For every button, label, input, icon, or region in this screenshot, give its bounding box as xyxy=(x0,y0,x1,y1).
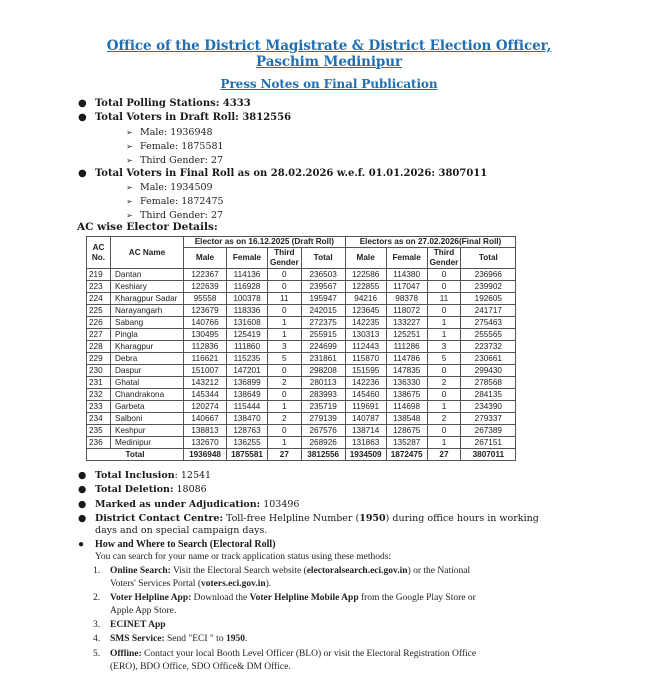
table-row xyxy=(87,365,516,377)
arrow-bullet-icon: ➢ xyxy=(126,211,133,220)
draft-female-cell: 115444 xyxy=(227,401,268,413)
final-female xyxy=(126,195,224,208)
total-label: Total xyxy=(87,449,184,461)
final-male xyxy=(126,181,213,194)
value: 1875581 xyxy=(181,141,224,152)
final-third-cell: 0 xyxy=(427,389,461,401)
draft-third-gender xyxy=(126,154,223,167)
total-final-female: 1872475 xyxy=(386,449,427,461)
total-draft-third: 27 xyxy=(268,449,302,461)
item-number: 3. xyxy=(93,620,101,630)
label: Female: xyxy=(140,196,179,207)
helpline-number: 1950 xyxy=(359,513,386,524)
search-intro: You can search for your name or track application status using these methods: xyxy=(95,552,392,562)
table-row xyxy=(87,269,516,281)
arrow-bullet-icon: ➢ xyxy=(126,128,133,137)
group-final-roll: Electors as on 27.02.2026(Final Roll) xyxy=(345,237,516,248)
ac-name-cell: Daspur xyxy=(111,365,184,377)
draft-male-cell: 130495 xyxy=(184,329,227,341)
final-male-cell: 130313 xyxy=(345,329,386,341)
final-roll-label: Total Voters in Final Roll as on 28.02.2026 w.e.f. 01.01.2026: xyxy=(95,168,436,179)
bullet-icon: ● xyxy=(78,499,87,510)
draft-female-cell: 118336 xyxy=(227,305,268,317)
draft-total-cell: 272375 xyxy=(301,317,345,329)
final-male-cell: 112443 xyxy=(345,341,386,353)
polling-stations-label: Total Polling Stations: xyxy=(95,98,220,109)
contact-text: Toll-free Helpline Number ( xyxy=(222,513,360,524)
ac-no-cell: 224 xyxy=(87,293,111,305)
table-row xyxy=(87,329,516,341)
final-third-cell: 0 xyxy=(427,425,461,437)
final-male-cell: 140787 xyxy=(345,413,386,425)
total-draft-female: 1875581 xyxy=(227,449,268,461)
draft-total-cell: 279139 xyxy=(301,413,345,425)
ac-no-cell: 226 xyxy=(87,317,111,329)
final-male-cell: 142235 xyxy=(345,317,386,329)
table-row xyxy=(87,413,516,425)
draft-female-cell: 100378 xyxy=(227,293,268,305)
col-draft-third: Third Gender xyxy=(268,248,302,269)
method-text: . xyxy=(244,634,248,644)
contact-text: ) during office hours in working xyxy=(385,513,539,524)
final-male-cell: 122586 xyxy=(345,269,386,281)
final-total-cell: 241717 xyxy=(461,305,516,317)
draft-male-cell: 112836 xyxy=(184,341,227,353)
col-final-female: Female xyxy=(386,248,427,269)
table-row xyxy=(87,305,516,317)
final-total-cell: 192605 xyxy=(461,293,516,305)
ac-name-cell: Keshiary xyxy=(111,281,184,293)
arrow-bullet-icon: ➢ xyxy=(126,183,133,192)
table-row xyxy=(87,317,516,329)
draft-third-cell: 0 xyxy=(268,425,302,437)
item-number: 2. xyxy=(93,593,101,603)
ac-name-cell: Medinipur xyxy=(111,437,184,449)
col-final-total: Total xyxy=(461,248,516,269)
final-male-cell: 122855 xyxy=(345,281,386,293)
method-text: ). xyxy=(265,579,272,589)
draft-female-cell: 116928 xyxy=(227,281,268,293)
col-final-third: Third Gender xyxy=(427,248,461,269)
final-male-cell: 115870 xyxy=(345,353,386,365)
final-total-cell: 279337 xyxy=(461,413,516,425)
office-title-line2: Paschim Medinipur xyxy=(256,54,402,70)
table-row xyxy=(87,425,516,437)
bullet-icon: ● xyxy=(78,98,87,109)
draft-total-cell: 242015 xyxy=(301,305,345,317)
label: Male: xyxy=(140,127,168,138)
draft-male-cell: 95558 xyxy=(184,293,227,305)
method-label: Online Search: xyxy=(110,566,171,576)
method-text: ) or the National xyxy=(407,566,471,576)
ac-no-cell: 229 xyxy=(87,353,111,365)
draft-total-cell: 224699 xyxy=(301,341,345,353)
polling-stations-value: 4333 xyxy=(222,98,251,109)
total-final-third: 27 xyxy=(427,449,461,461)
value: 27 xyxy=(210,155,224,166)
col-final-male: Male xyxy=(345,248,386,269)
draft-third-cell: 0 xyxy=(268,389,302,401)
final-third-cell: 2 xyxy=(427,413,461,425)
ac-no-cell: 231 xyxy=(87,377,111,389)
final-third-cell: 1 xyxy=(427,401,461,413)
arrow-bullet-icon: ➢ xyxy=(126,197,133,206)
final-third-cell: 1 xyxy=(427,329,461,341)
final-total-cell: 230661 xyxy=(461,353,516,365)
col-draft-female: Female xyxy=(227,248,268,269)
final-male-cell: 123645 xyxy=(345,305,386,317)
total-final-total: 3807011 xyxy=(461,449,516,461)
final-third-cell: 0 xyxy=(427,281,461,293)
draft-third-cell: 3 xyxy=(268,341,302,353)
draft-total-cell: 280113 xyxy=(301,377,345,389)
bullet-icon: ● xyxy=(78,539,85,550)
final-total-cell: 284135 xyxy=(461,389,516,401)
col-ac-no: AC No. xyxy=(87,237,111,269)
method-label: ECINET App xyxy=(110,620,166,630)
ac-name-cell: Debra xyxy=(111,353,184,365)
total-row xyxy=(87,449,516,461)
draft-total-cell: 298208 xyxy=(301,365,345,377)
method-text: (ERO), BDO Office, SDO Office& DM Office. xyxy=(110,662,291,672)
draft-male-cell: 122639 xyxy=(184,281,227,293)
ac-name-cell: Keshpur xyxy=(111,425,184,437)
draft-total-cell: 239567 xyxy=(301,281,345,293)
draft-total-cell: 231861 xyxy=(301,353,345,365)
method-text: from the Google Play Store or xyxy=(358,593,476,603)
ac-no-cell: 233 xyxy=(87,401,111,413)
draft-total-cell: 236503 xyxy=(301,269,345,281)
draft-female-cell: 138470 xyxy=(227,413,268,425)
table-row xyxy=(87,401,516,413)
final-total-cell: 239902 xyxy=(461,281,516,293)
final-total-cell: 223732 xyxy=(461,341,516,353)
value: 1934509 xyxy=(170,182,213,193)
method-text: Apple App Store. xyxy=(110,606,177,616)
final-total-cell: 236966 xyxy=(461,269,516,281)
ac-no-cell: 228 xyxy=(87,341,111,353)
total-draft-total: 3812556 xyxy=(301,449,345,461)
draft-male-cell: 140766 xyxy=(184,317,227,329)
table-body xyxy=(87,269,516,449)
voters-portal-link[interactable]: voters.eci.gov.in xyxy=(200,579,266,589)
final-female-cell: 125251 xyxy=(386,329,427,341)
press-note-subtitle: Press Notes on Final Publication xyxy=(220,77,438,91)
draft-total-cell: 235719 xyxy=(301,401,345,413)
ac-no-cell: 219 xyxy=(87,269,111,281)
final-total-cell: 267389 xyxy=(461,425,516,437)
draft-male-cell: 138813 xyxy=(184,425,227,437)
app-name: Voter Helpline Mobile App xyxy=(249,593,359,603)
ac-name-cell: Narayangarh xyxy=(111,305,184,317)
table-row xyxy=(87,437,516,449)
method-text: Contact your local Booth Level Officer (BLO) or visit the Electoral Registration Office xyxy=(141,649,477,659)
total-final-male: 1934509 xyxy=(345,449,386,461)
table-row xyxy=(87,281,516,293)
final-female-cell: 114380 xyxy=(386,269,427,281)
ac-no-cell: 223 xyxy=(87,281,111,293)
draft-female-cell: 114136 xyxy=(227,269,268,281)
draft-male-cell: 116621 xyxy=(184,353,227,365)
final-female-cell: 138675 xyxy=(386,389,427,401)
draft-male-cell: 140667 xyxy=(184,413,227,425)
ac-no-cell: 235 xyxy=(87,425,111,437)
contact-line2: days and on special campaign days. xyxy=(95,525,268,536)
draft-male-cell: 132670 xyxy=(184,437,227,449)
final-male-cell: 119691 xyxy=(345,401,386,413)
value: 1872475 xyxy=(181,196,224,207)
draft-male-cell: 123679 xyxy=(184,305,227,317)
draft-male-cell: 120274 xyxy=(184,401,227,413)
draft-third-cell: 2 xyxy=(268,377,302,389)
table-row xyxy=(87,377,516,389)
final-male-cell: 131863 xyxy=(345,437,386,449)
col-draft-male: Male xyxy=(184,248,227,269)
inclusion-label: Total Inclusion xyxy=(95,470,175,481)
final-female-cell: 98378 xyxy=(386,293,427,305)
table-row xyxy=(87,389,516,401)
draft-third-cell: 0 xyxy=(268,365,302,377)
final-female-cell: 136330 xyxy=(386,377,427,389)
final-female-cell: 118072 xyxy=(386,305,427,317)
draft-male-cell: 122367 xyxy=(184,269,227,281)
final-female-cell: 135287 xyxy=(386,437,427,449)
sms-number: 1950 xyxy=(225,634,245,644)
final-total-cell: 255565 xyxy=(461,329,516,341)
draft-third-cell: 0 xyxy=(268,281,302,293)
draft-total-cell: 255915 xyxy=(301,329,345,341)
draft-third-cell: 1 xyxy=(268,401,302,413)
final-total-cell: 267151 xyxy=(461,437,516,449)
electoral-search-link[interactable]: electoralsearch.eci.gov.in xyxy=(306,566,408,576)
draft-female-cell: 125419 xyxy=(227,329,268,341)
draft-total-cell: 195947 xyxy=(301,293,345,305)
final-third-cell: 0 xyxy=(427,305,461,317)
method-label: Voter Helpline App: xyxy=(110,593,192,603)
final-male-cell: 151595 xyxy=(345,365,386,377)
ac-name-cell: Ghatal xyxy=(111,377,184,389)
method-text: Send "ECI " to xyxy=(164,634,226,644)
deletion-label: Total Deletion: xyxy=(95,484,174,495)
draft-third-cell: 0 xyxy=(268,305,302,317)
ac-name-cell: Sabang xyxy=(111,317,184,329)
ac-no-cell: 232 xyxy=(87,389,111,401)
deletion-value: 18086 xyxy=(173,484,207,495)
draft-male-cell: 151007 xyxy=(184,365,227,377)
label: Male: xyxy=(140,182,168,193)
final-third-cell: 1 xyxy=(427,317,461,329)
draft-roll-label: Total Voters in Draft Roll: xyxy=(95,112,239,123)
item-number: 5. xyxy=(93,649,101,659)
bullet-icon: ● xyxy=(78,484,87,495)
search-title: How and Where to Search (Electoral Roll) xyxy=(95,539,276,550)
label: Third Gender: xyxy=(140,155,208,166)
table-row xyxy=(87,293,516,305)
label: Female: xyxy=(140,141,179,152)
group-draft-roll: Elector as on 16.12.2025 (Draft Roll) xyxy=(184,237,346,248)
table-row xyxy=(87,353,516,365)
draft-total-cell: 267576 xyxy=(301,425,345,437)
final-third-cell: 0 xyxy=(427,269,461,281)
final-total-cell: 299430 xyxy=(461,365,516,377)
method-text: Voters' Services Portal ( xyxy=(110,579,201,589)
final-male-cell: 142236 xyxy=(345,377,386,389)
final-third-cell: 2 xyxy=(427,377,461,389)
draft-male xyxy=(126,126,213,139)
bullet-icon: ● xyxy=(78,168,87,179)
final-roll-value: 3807011 xyxy=(438,168,488,179)
ac-no-cell: 234 xyxy=(87,413,111,425)
col-draft-total: Total xyxy=(301,248,345,269)
adjudication-label: Marked as under Adjudication: xyxy=(95,499,261,510)
item-number: 1. xyxy=(93,566,101,576)
final-total-cell: 275463 xyxy=(461,317,516,329)
draft-total-cell: 268926 xyxy=(301,437,345,449)
final-female-cell: 117047 xyxy=(386,281,427,293)
final-male-cell: 145460 xyxy=(345,389,386,401)
table-row xyxy=(87,341,516,353)
ac-name-cell: Pingla xyxy=(111,329,184,341)
bullet-icon: ● xyxy=(78,112,87,123)
ac-name-cell: Garbeta xyxy=(111,401,184,413)
ac-wise-section-title: AC wise Elector Details: xyxy=(77,221,218,233)
method-text: Visit the Electoral Search website ( xyxy=(170,566,307,576)
final-female-cell: 114786 xyxy=(386,353,427,365)
final-male-cell: 138714 xyxy=(345,425,386,437)
bullet-icon: ● xyxy=(78,513,87,524)
ac-name-cell: Kharagpur xyxy=(111,341,184,353)
draft-third-cell: 1 xyxy=(268,437,302,449)
draft-female-cell: 147201 xyxy=(227,365,268,377)
col-ac-name: AC Name xyxy=(111,237,184,269)
final-total-cell: 234390 xyxy=(461,401,516,413)
draft-female-cell: 128763 xyxy=(227,425,268,437)
method-label: Offline: xyxy=(110,649,142,659)
ac-no-cell: 225 xyxy=(87,305,111,317)
office-title-line1: Office of the District Magistrate & District Election Officer, xyxy=(106,38,552,54)
total-draft-male: 1936948 xyxy=(184,449,227,461)
draft-female xyxy=(126,140,224,153)
inclusion-value: : 12541 xyxy=(174,470,212,481)
final-female-cell: 147835 xyxy=(386,365,427,377)
value: 27 xyxy=(210,210,224,221)
ac-name-cell: Kharagpur Sadar xyxy=(111,293,184,305)
draft-female-cell: 138649 xyxy=(227,389,268,401)
draft-female-cell: 131608 xyxy=(227,317,268,329)
draft-third-cell: 1 xyxy=(268,317,302,329)
ac-wise-elector-table xyxy=(86,236,516,461)
method-text: Download the xyxy=(191,593,250,603)
draft-male-cell: 143212 xyxy=(184,377,227,389)
bullet-icon: ● xyxy=(78,470,87,481)
contact-label: District Contact Centre: xyxy=(95,513,223,524)
ac-name-cell: Dantan xyxy=(111,269,184,281)
draft-total-cell: 283993 xyxy=(301,389,345,401)
final-third-cell: 3 xyxy=(427,341,461,353)
final-third-cell: 0 xyxy=(427,365,461,377)
label: Third Gender: xyxy=(140,210,208,221)
draft-female-cell: 111860 xyxy=(227,341,268,353)
final-female-cell: 133227 xyxy=(386,317,427,329)
arrow-bullet-icon: ➢ xyxy=(126,142,133,151)
ac-no-cell: 230 xyxy=(87,365,111,377)
draft-male-cell: 145344 xyxy=(184,389,227,401)
ac-name-cell: Salboni xyxy=(111,413,184,425)
item-number: 4. xyxy=(93,634,101,644)
draft-third-cell: 1 xyxy=(268,329,302,341)
draft-female-cell: 136899 xyxy=(227,377,268,389)
final-third-cell: 1 xyxy=(427,437,461,449)
draft-third-cell: 11 xyxy=(268,293,302,305)
final-female-cell: 138548 xyxy=(386,413,427,425)
adjudication-value: 103496 xyxy=(260,499,300,510)
draft-third-cell: 5 xyxy=(268,353,302,365)
final-female-cell: 111286 xyxy=(386,341,427,353)
draft-female-cell: 115235 xyxy=(227,353,268,365)
final-third-cell: 11 xyxy=(427,293,461,305)
draft-third-cell: 0 xyxy=(268,269,302,281)
final-female-cell: 114698 xyxy=(386,401,427,413)
draft-female-cell: 136255 xyxy=(227,437,268,449)
ac-no-cell: 227 xyxy=(87,329,111,341)
arrow-bullet-icon: ➢ xyxy=(126,156,133,165)
final-male-cell: 94216 xyxy=(345,293,386,305)
ac-no-cell: 236 xyxy=(87,437,111,449)
method-label: SMS Service: xyxy=(110,634,165,644)
value: 1936948 xyxy=(170,127,213,138)
final-third-cell: 5 xyxy=(427,353,461,365)
draft-roll-value: 3812556 xyxy=(242,112,292,123)
final-female-cell: 128675 xyxy=(386,425,427,437)
draft-third-cell: 2 xyxy=(268,413,302,425)
ac-name-cell: Chandrakona xyxy=(111,389,184,401)
final-total-cell: 278568 xyxy=(461,377,516,389)
